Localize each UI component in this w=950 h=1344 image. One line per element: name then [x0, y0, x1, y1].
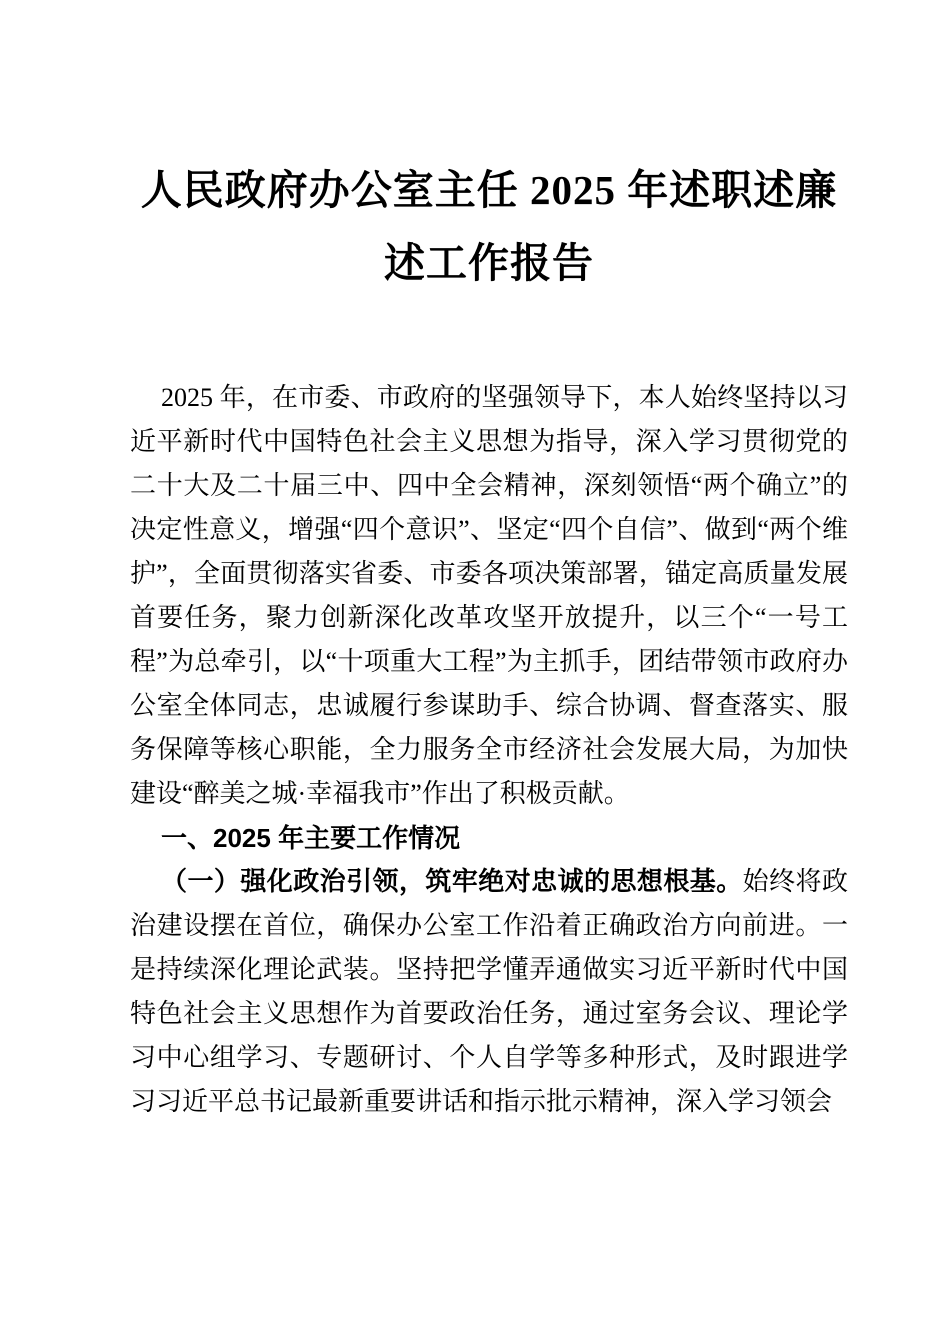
intro-paragraph: 2025 年，在市委、市政府的坚强领导下，本人始终坚持以习近平新时代中国特色社会主义思想为指导，深入学习贯彻党的二十大及二十届三中、四中全会精神，深刻领悟“两个确立”的决定性意义，增强“四个意识”、坚定“四个自信”、做到“两个维护”，全面贯彻落实省委、市委各项决策部署，锚定高质量发展首要任务，聚力创新深化改革攻坚开放提升，以三个“一号工程”为总牵引，以“十项重大工程”为主抓手，团结带领市政府办公室全体同志，忠诚履行参谋助手、综合协调、督查落实、服务保障等核心职能，全力服务全市经济社会发展大局，为加快建设“醉美之城·幸福我市”作出了积极贡献。: [130, 383, 848, 808]
section-1-paragraph: [130, 860, 848, 1124]
section-1-paragraph-lead: （一）强化政治引领，筑牢绝对忠诚的思想根基。: [161, 867, 743, 896]
section-1-paragraph-rest: 始终将政治建设摆在首位，确保办公室工作沿着正确政治方向前进。一是持续深化理论武装。坚持把学懂弄通做实习近平新时代中国特色社会主义思想作为首要政治任务，通过室务会议、理论学习中心组学习、专题研讨、个人自学等多种形式，及时跟进学习习近平总书记最新重要讲话和指示批示精神，深入学习领会: [130, 867, 848, 1116]
document-title: 人民政府办公室主任 2025 年述职述廉述工作报告: [140, 167, 838, 286]
section-heading-1: 一、2025 年主要工作情况: [161, 823, 461, 853]
